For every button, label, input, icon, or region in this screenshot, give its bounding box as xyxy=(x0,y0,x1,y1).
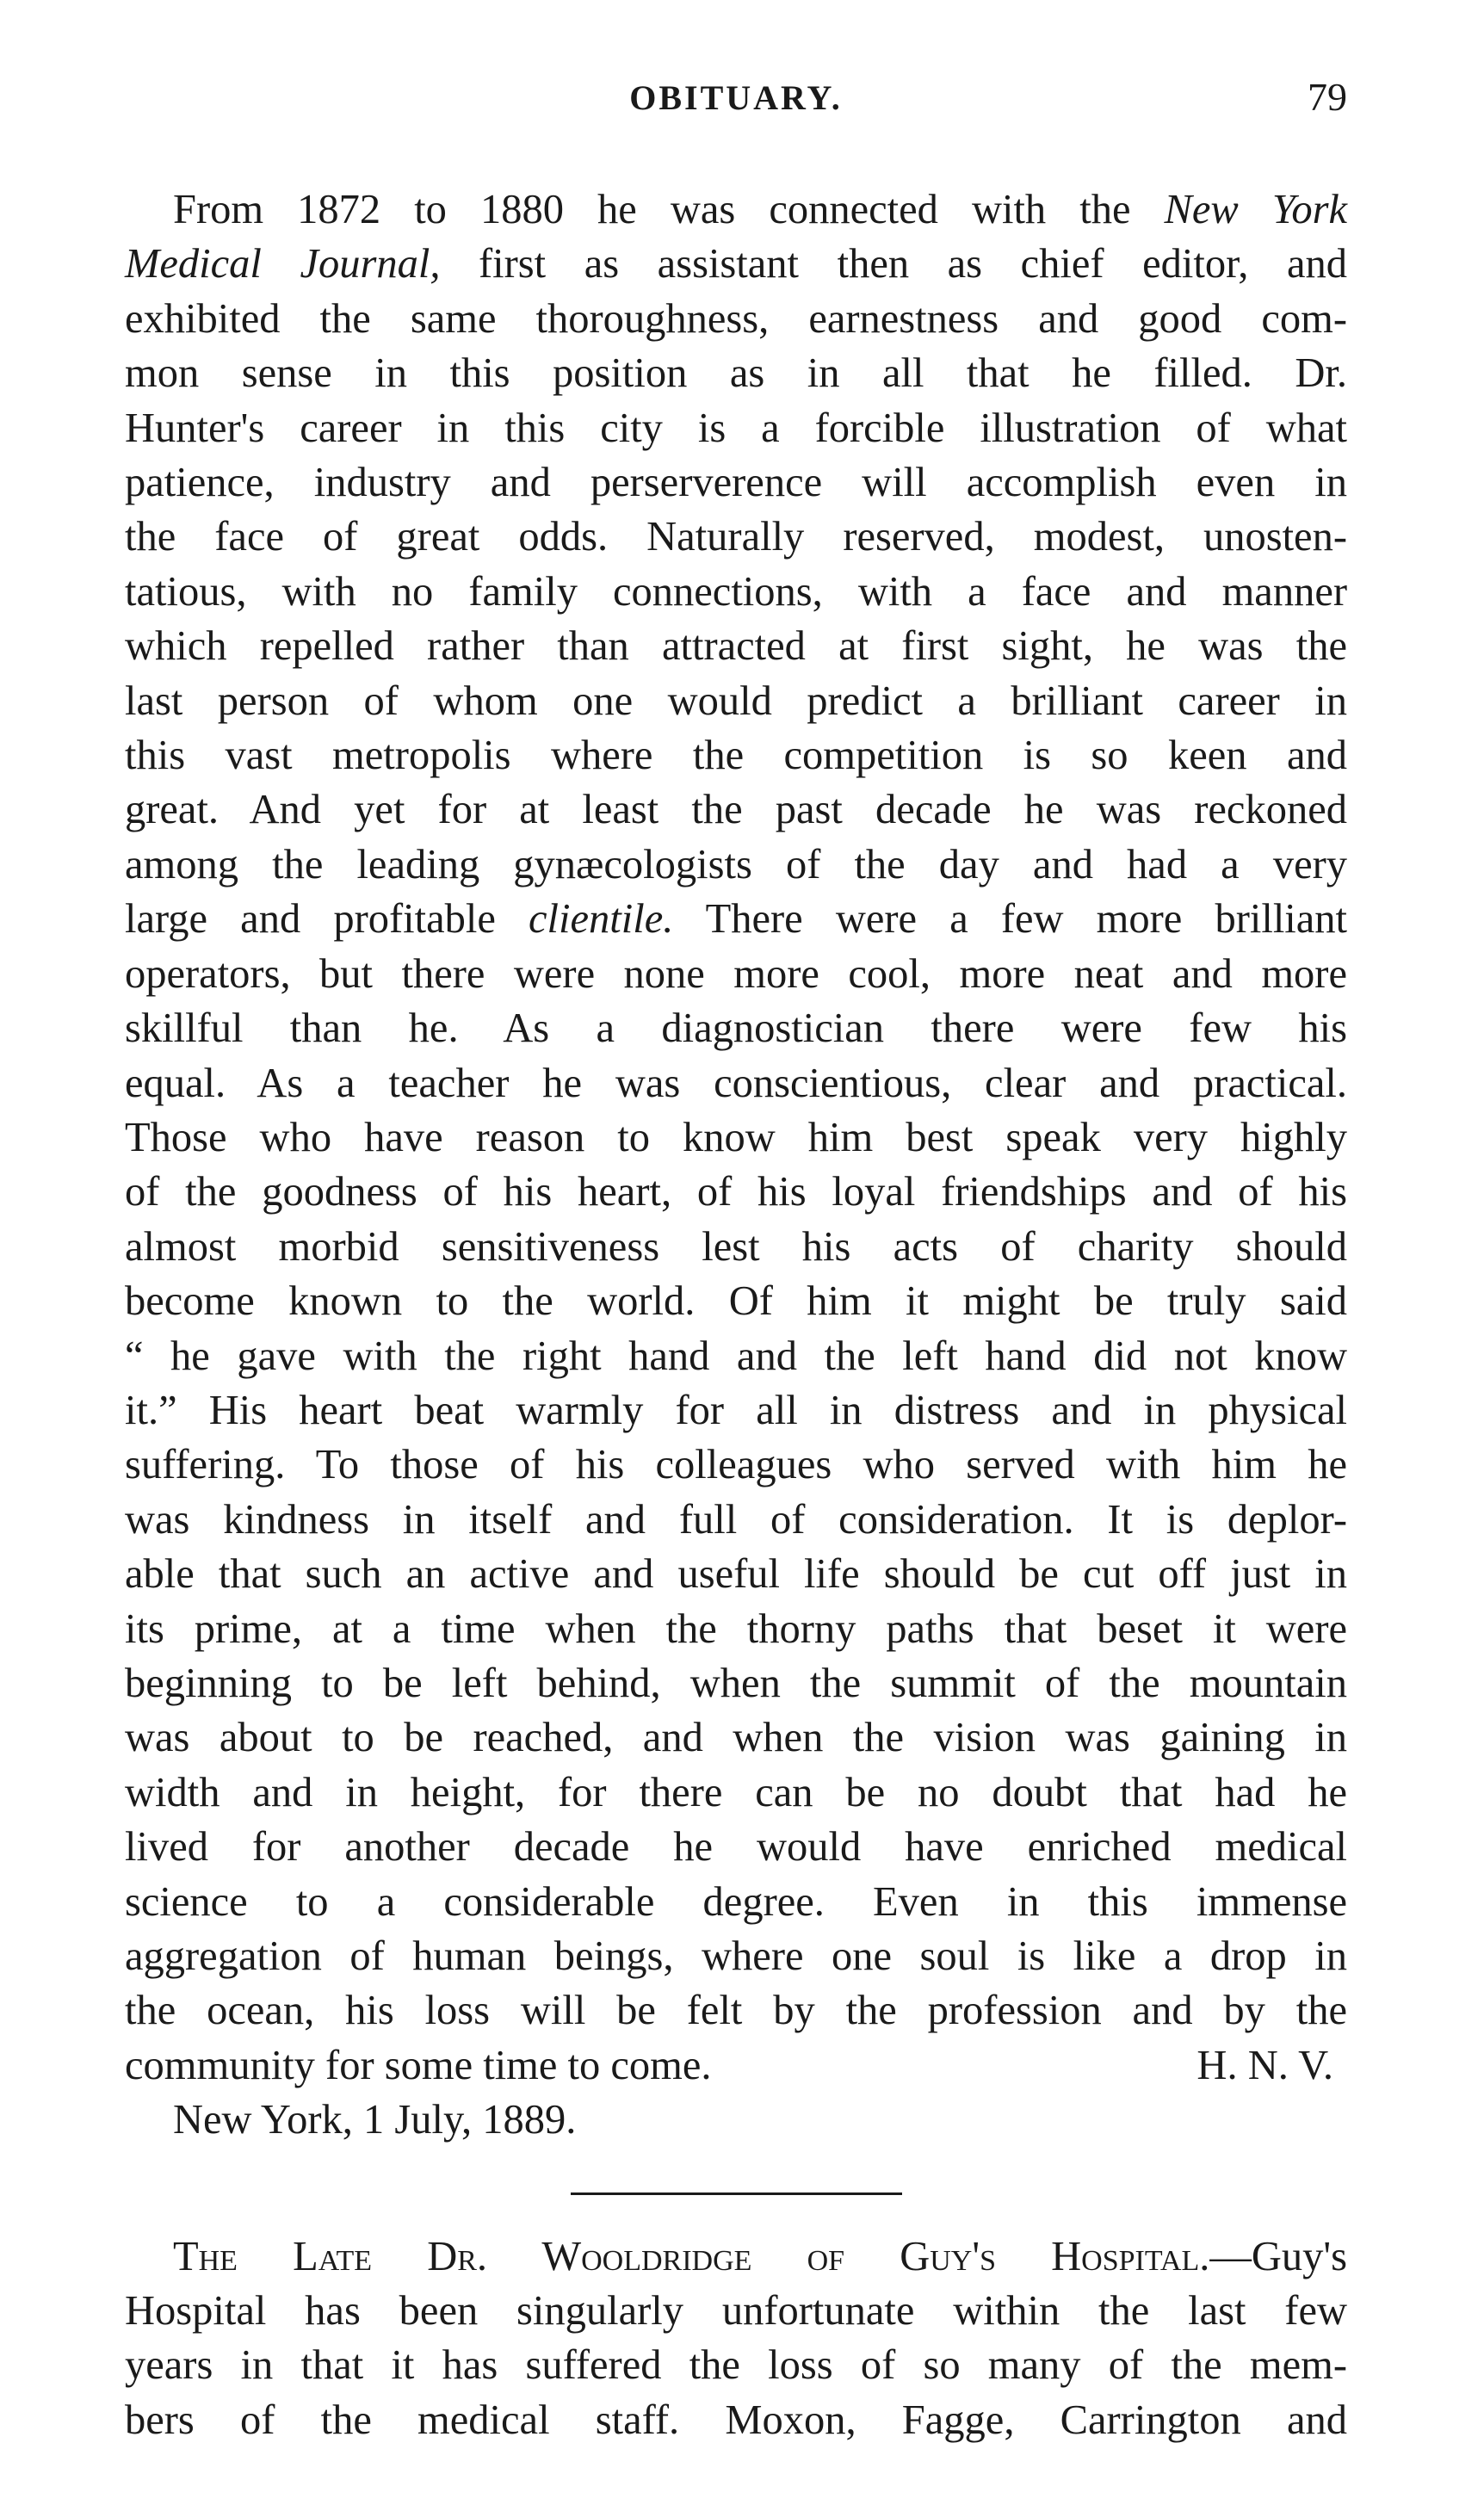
section-divider xyxy=(571,2192,902,2195)
text-line: aggregation of human beings, where one soul is like a drop in xyxy=(125,1933,1347,1979)
page-number: 79 xyxy=(1308,75,1347,119)
text-line: “ he gave with the right hand and the left hand did not know xyxy=(125,1333,1347,1379)
text-line: last person of whom one would predict a brilliant career in xyxy=(125,677,1347,724)
text-line: it.” His heart beat warmly for all in distress and in physical xyxy=(125,1387,1347,1433)
text-line: able that such an active and useful life should be cut off just in xyxy=(125,1551,1347,1598)
text-line: From 1872 to 1880 he was connected with the New York xyxy=(173,187,1347,232)
text-line: was about to be reached, and when the vision was gaining in xyxy=(125,1715,1347,1761)
text-line: tatious, with no family connections, with a face and manner xyxy=(125,568,1347,615)
section-heading: The Late Dr. Wooldridge of Guy's Hospital. xyxy=(173,2233,1210,2279)
dateline: New York, 1 July, 1889. xyxy=(173,2097,577,2143)
text-line: among the leading gynæcologists of the day and had a very xyxy=(125,841,1347,888)
text-line: of the goodness of his heart, of his loyal friendships and of his xyxy=(125,1169,1347,1215)
text-line: lived for another decade he would have enriched medical xyxy=(125,1824,1347,1871)
clientile-word: clientile. xyxy=(529,896,674,943)
text-line: Hunter's career in this city is a forcible illustration of what xyxy=(125,405,1347,451)
text-line: skillful than he. As a diagnostician there were few his xyxy=(125,1005,1347,1052)
text-line: the face of great odds. Naturally reserved, modest, unosten- xyxy=(125,514,1347,560)
text-line: years in that it has suffered the loss of so many of the mem- xyxy=(125,2342,1347,2389)
author-initials: H. N. V. xyxy=(1196,2042,1333,2088)
book-page xyxy=(125,77,1347,2447)
text-line: great. And yet for at least the past decade he was reckoned xyxy=(125,787,1347,833)
text-line: patience, industry and perserverence will accomplish even in xyxy=(125,460,1347,506)
text-line: the ocean, his loss will be felt by the profession and by the xyxy=(125,1988,1347,2034)
text-line: this vast metropolis where the competition is so keen and xyxy=(125,733,1347,779)
text-line: almost morbid sensitiveness lest his acts of charity should xyxy=(125,1223,1347,1270)
text-line: operators, but there were none more cool, more neat and more xyxy=(125,950,1347,997)
running-head xyxy=(125,77,1347,129)
text-line: Medical Journal, first as assistant then as chief editor, and xyxy=(125,241,1348,288)
text-line: width and in height, for there can be no doubt that had he xyxy=(125,1769,1347,1815)
text-line: science to a considerable degree. Even in this immense xyxy=(125,1878,1347,1925)
text-line: bers of the medical staff. Moxon, Fagge, Carrington and xyxy=(125,2397,1347,2443)
text-line: become known to the world. Of him it might be truly said xyxy=(125,1278,1347,1325)
text-line: community for some time to come. xyxy=(125,2042,712,2088)
signoff-line xyxy=(125,2038,1347,2093)
text-line: was kindness in itself and full of consideration. It is deplor- xyxy=(125,1496,1347,1543)
text-line: beginning to be left behind, when the summit of the mountain xyxy=(125,1660,1347,1706)
text-line: large and profitable clientile. There were a few more brilliant xyxy=(125,896,1348,943)
journal-title: New York xyxy=(1164,187,1347,232)
text-line: mon sense in this position as in all that he filled. Dr. xyxy=(125,350,1347,397)
journal-title: Medical Journal, xyxy=(125,241,441,288)
text-line: The Late Dr. Wooldridge of Guy's Hospital.—Guy's xyxy=(173,2233,1347,2279)
text-line: suffering. To those of his colleagues who served with him he xyxy=(125,1442,1347,1488)
text-line: which repelled rather than attracted at first sight, he was the xyxy=(125,623,1347,670)
text-line: Those who have reason to know him best speak very highly xyxy=(125,1114,1347,1160)
text-line: Hospital has been singularly unfortunate within the last few xyxy=(125,2288,1347,2335)
text-line: equal. As a teacher he was conscientious, clear and practical. xyxy=(125,1060,1347,1106)
text-line: its prime, at a time when the thorny paths that beset it were xyxy=(125,1605,1347,1652)
running-title: OBITUARY. xyxy=(629,78,843,117)
obituary-text xyxy=(125,182,1347,2447)
text-line: exhibited the same thoroughness, earnestness and good com- xyxy=(125,295,1347,342)
